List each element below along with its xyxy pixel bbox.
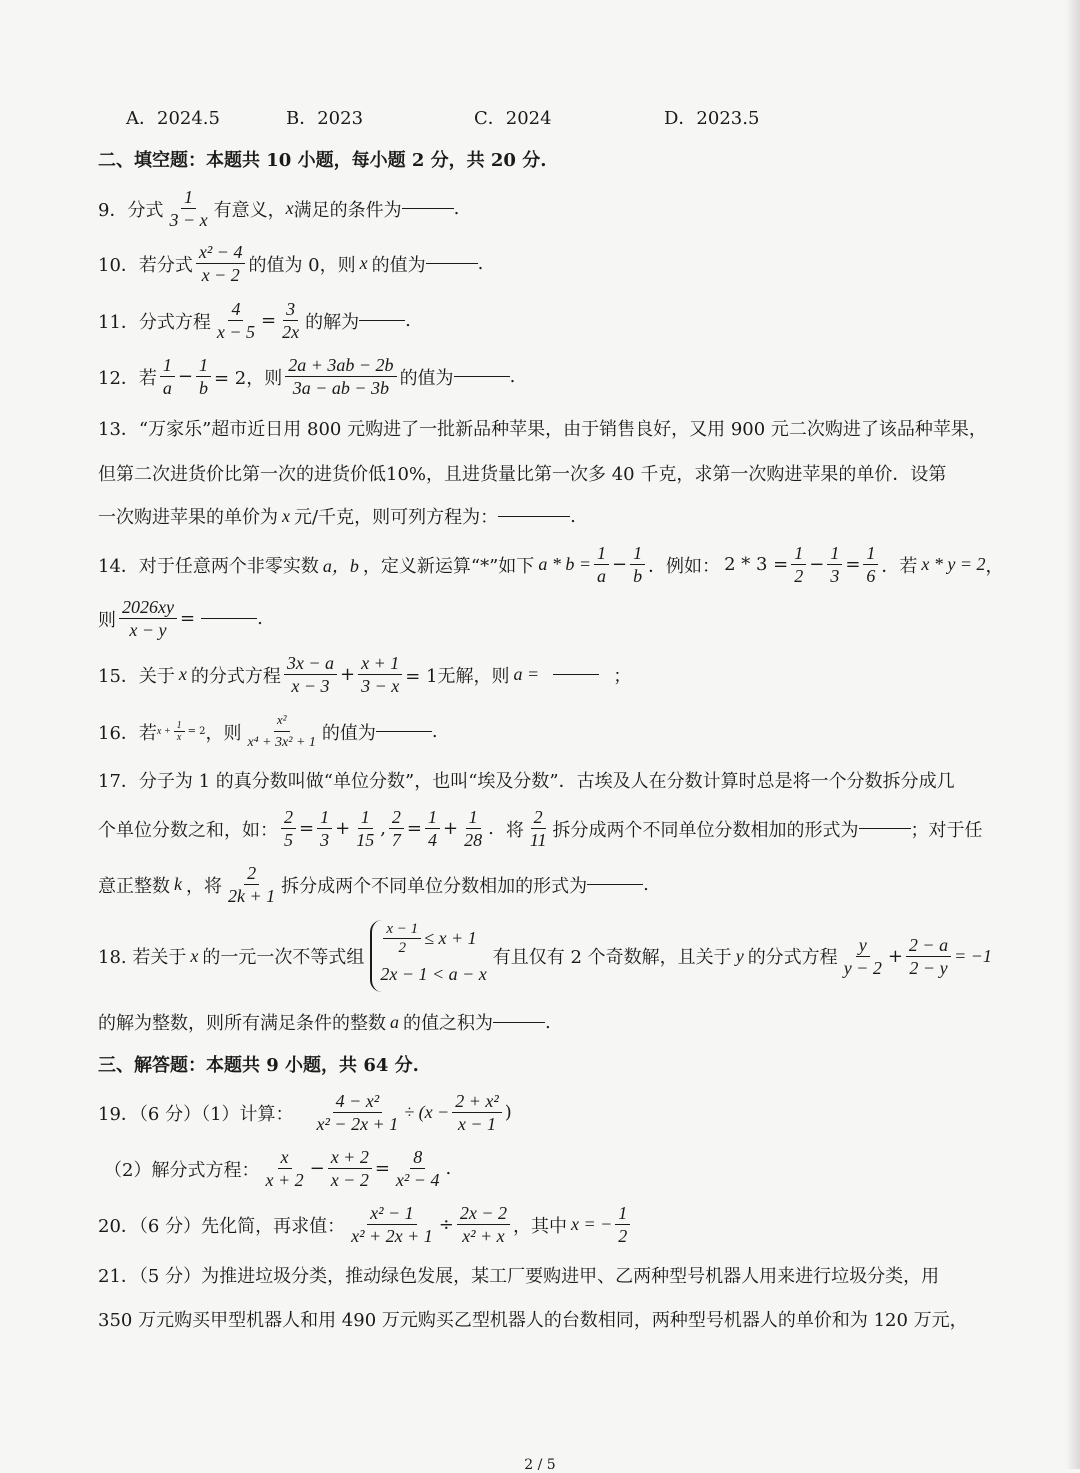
section-solve-heading: 三、解答题：本题共 9 小题，共 64 分. xyxy=(98,1055,419,1076)
q19-f2-den: x − 1 xyxy=(457,1114,497,1134)
q15-frac1 xyxy=(284,652,337,697)
q10-answer-blank[interactable] xyxy=(426,263,478,264)
q19-minus: − xyxy=(309,1158,325,1179)
q19-close: ) xyxy=(504,1102,512,1123)
q19-g3-num: 8 xyxy=(410,1146,425,1169)
question-9 xyxy=(98,186,984,231)
q9-numerator: 1 xyxy=(181,186,196,209)
q14-f2-den: b xyxy=(633,566,643,586)
q17-plus1: + xyxy=(335,818,351,839)
q17-h-num: 2 xyxy=(244,862,259,885)
q14-e1-den: 2 xyxy=(794,566,804,586)
q14-minus: − xyxy=(611,554,628,575)
q17-frac-a xyxy=(281,806,296,851)
q12-f2-num: 1 xyxy=(196,354,211,377)
q16-denominator: x⁴ + 3x² + 1 xyxy=(247,735,316,750)
q17-comma: , xyxy=(380,818,386,839)
q9-fraction xyxy=(166,186,210,231)
q19-div: ÷ (x − xyxy=(404,1102,450,1122)
question-19-part2 xyxy=(104,1146,984,1191)
q14-ex-frac3 xyxy=(863,542,878,587)
q14-text2: ，定义新运算“*”如下 xyxy=(362,555,535,577)
q10-text2: 的值为 xyxy=(371,254,426,276)
q16-s-num: 1 xyxy=(174,720,185,732)
q9-text2: 满足的条件为 xyxy=(293,199,402,221)
q18-text2: 的一元一次不等式组 xyxy=(202,947,365,968)
q17-end: . xyxy=(643,874,649,895)
q17-text-e: 意正整数 xyxy=(98,875,170,897)
q9-label: 9．分式 xyxy=(98,199,164,221)
q11-frac1 xyxy=(214,298,258,343)
q19-part2-label: （2）解分式方程： xyxy=(104,1159,260,1181)
q15-text1: 的分式方程 xyxy=(190,665,281,687)
q20-frac2 xyxy=(457,1202,510,1247)
q18-y: y xyxy=(735,945,744,966)
q14-answer-blank[interactable] xyxy=(201,618,257,619)
q17-f-den: 28 xyxy=(464,830,483,850)
q17-text-d: ；对于任 xyxy=(910,819,983,841)
q15-end: ； xyxy=(613,665,632,687)
q19-f1-num: 4 − x² xyxy=(333,1090,383,1113)
q14-e3-den: 6 xyxy=(866,566,876,586)
q17-frac-c xyxy=(353,806,377,851)
q20-text1: ，其中 xyxy=(512,1215,567,1237)
q18-a: a xyxy=(390,1011,399,1032)
q20-frac1 xyxy=(348,1202,436,1247)
q18-text6: 的值之积为 xyxy=(403,1013,493,1034)
q18-ineq1 xyxy=(380,920,486,956)
q14-f1-den: a xyxy=(596,566,606,586)
q17-eq2: = xyxy=(406,818,423,839)
q17-answer-blank-1[interactable] xyxy=(859,828,911,829)
q17-k: k xyxy=(174,874,182,894)
q10-end: . xyxy=(477,253,484,274)
q9-text1: 有意义， xyxy=(213,199,286,221)
q19-g2-num: x + 2 xyxy=(328,1146,372,1169)
q18-text5: 的解为整数，则所有满足条件的整数 xyxy=(98,1013,386,1034)
q15-plus: + xyxy=(340,664,356,685)
q9-end: . xyxy=(453,198,460,219)
q17-b-den: 3 xyxy=(320,830,330,850)
q17-frac-f xyxy=(461,806,485,851)
q17-b-num: 1 xyxy=(317,806,332,829)
q19-g2 xyxy=(328,1146,372,1191)
q17-text-b: 将 xyxy=(505,819,524,841)
option-c: C．2024 xyxy=(474,108,552,129)
q16-numerator: x² xyxy=(274,709,290,732)
q20-f2-den: x² + x xyxy=(462,1226,505,1246)
q14-e3-num: 1 xyxy=(863,542,878,565)
q12-frac3 xyxy=(285,354,396,399)
q9-var: x xyxy=(285,198,294,218)
q17-g-den: 11 xyxy=(529,830,547,850)
q13-text-a: 一次购进苹果的单价为 xyxy=(98,507,278,528)
q17-dot: . xyxy=(488,818,494,839)
q17-text-a: 个单位分数之和，如： xyxy=(98,819,278,841)
q14-ab: a，b xyxy=(322,555,359,576)
q17-e-num: 1 xyxy=(425,806,440,829)
q20-f2-num: 2x − 2 xyxy=(457,1202,510,1225)
question-20 xyxy=(98,1202,984,1247)
q19-g1 xyxy=(262,1146,306,1191)
q15-a: a = xyxy=(513,664,540,684)
q16-text2: 的值为 xyxy=(321,722,376,744)
q15-var: x xyxy=(178,664,187,684)
question-21-line1: 21．（5 分）为推进垃圾分类，推动绿色发展，某工厂要购进甲、乙两种型号机器人用来进行垃圾分类，用 xyxy=(98,1266,940,1287)
q16-cond-a: x + xyxy=(156,726,171,737)
q14-text3: ．例如： xyxy=(648,555,721,577)
q18-f1-den: y − 2 xyxy=(843,957,882,978)
q17-c-num: 1 xyxy=(358,806,373,829)
q14-ex-eq: = xyxy=(845,554,861,575)
q17-c-den: 15 xyxy=(356,830,375,850)
q13-var: x xyxy=(282,505,290,526)
q14-frac3 xyxy=(119,596,177,641)
question-18-line2 xyxy=(98,1009,984,1035)
q18-text3: 有且仅有 2 个奇数解，且关于 xyxy=(492,947,732,968)
q17-frac-b xyxy=(317,806,332,851)
q12-answer-blank[interactable] xyxy=(454,376,510,377)
q12-f1-den: a xyxy=(162,378,172,398)
q11-answer-blank[interactable] xyxy=(359,320,405,321)
q14-example: 2 * 3 = xyxy=(724,554,789,575)
q13-end: . xyxy=(570,505,576,527)
q17-answer-blank-2[interactable] xyxy=(587,884,643,885)
question-17-line3 xyxy=(98,862,984,907)
q14-end: . xyxy=(257,608,263,629)
q18-f1-num: y xyxy=(856,934,870,957)
q17-f-num: 1 xyxy=(466,806,481,829)
q15-answer-blank[interactable] xyxy=(553,674,599,675)
q14-frac1 xyxy=(594,542,609,587)
q11-eq: = xyxy=(261,310,277,331)
q16-end: . xyxy=(431,721,438,742)
option-a: A．2024.5 xyxy=(126,108,220,129)
q12-minus: − xyxy=(177,366,193,387)
q20-x-value: x = − xyxy=(570,1214,613,1234)
q20-value-frac xyxy=(615,1202,630,1247)
q18-text1: 18. 若关于 xyxy=(98,947,187,968)
q18-frac1 xyxy=(841,934,885,979)
question-13-line1: 13．“万家乐”超市近日用 800 元购进了一批新品种苹果，由于销售良好，又用 900 元二次购进了该品种苹果， xyxy=(98,419,987,440)
q19-eq: = xyxy=(374,1158,390,1179)
q12-frac2 xyxy=(196,354,211,399)
question-11 xyxy=(98,298,984,343)
q14-definition: a * b = xyxy=(538,554,591,574)
q14-f2-num: 1 xyxy=(630,542,645,565)
q10-denominator: x − 2 xyxy=(201,265,240,285)
q11-text1: 的解为 xyxy=(305,311,360,333)
option-d: D．2023.5 xyxy=(664,108,760,129)
q15-f1-den: x − 3 xyxy=(291,676,330,696)
q17-a-den: 5 xyxy=(284,830,293,850)
question-19-part1 xyxy=(98,1090,984,1135)
q17-plus2: + xyxy=(443,818,459,839)
q16-fraction xyxy=(245,709,319,754)
question-17-line2 xyxy=(98,806,984,851)
q14-text1: 14．对于任意两个非零实数 xyxy=(98,555,319,577)
q10-label: 10．若分式 xyxy=(98,254,193,276)
section-fill-in-heading: 二、填空题：本题共 10 小题，每小题 2 分，共 20 分. xyxy=(98,150,547,171)
q16-label: 16．若 xyxy=(98,722,157,744)
q17-e-den: 4 xyxy=(428,830,438,850)
q19-label: 19．（6 分）（1）计算： xyxy=(98,1103,294,1125)
q11-f1-num: 4 xyxy=(228,298,243,321)
q19-g3 xyxy=(393,1146,443,1191)
question-13-line2: 但第二次进货价比第一次的进货价低10%，且进货量比第一次多 40 千克，求第一次购进苹果的单价．设第 xyxy=(98,464,947,485)
q12-f2-den: b xyxy=(199,378,208,398)
q15-f2-den: 3 − x xyxy=(361,676,400,696)
question-14-line2 xyxy=(98,596,984,641)
q16-cond-b: = 2 xyxy=(187,726,206,737)
q18-f2-num: 2 − a xyxy=(906,934,951,957)
option-b: B．2023 xyxy=(286,108,364,129)
q14-then: 则 xyxy=(98,609,116,631)
q17-a-num: 2 xyxy=(281,806,296,829)
q14-e1-num: 1 xyxy=(791,542,806,565)
q17-frac-h xyxy=(225,862,278,907)
q12-eq: = 2，则 xyxy=(214,367,283,389)
question-17-line1: 17．分子为 1 的真分数叫做“单位分数”，也叫“埃及分数”．古埃及人在分数计算时总是将一个分数拆分成几 xyxy=(98,771,955,792)
q17-d-den: 7 xyxy=(391,830,401,850)
question-12 xyxy=(98,354,984,399)
q10-text1: 的值为 0，则 xyxy=(248,254,356,276)
q19-g1-den: x + 2 xyxy=(265,1170,304,1190)
q20-v-den: 2 xyxy=(618,1226,628,1246)
q16-answer-blank[interactable] xyxy=(376,731,432,732)
q19-end: . xyxy=(445,1158,452,1179)
q12-text1: 的值为 xyxy=(399,367,454,389)
q14-ex-frac2 xyxy=(827,542,842,587)
q11-f2-num: 3 xyxy=(283,298,298,321)
q12-f1-num: 1 xyxy=(160,354,175,377)
q11-frac2 xyxy=(279,298,302,343)
q18-end: . xyxy=(545,1011,551,1033)
q14-e2-num: 1 xyxy=(827,542,842,565)
q18-rhs: = −1 xyxy=(954,945,992,966)
q18-inequality-system xyxy=(370,920,486,992)
page-number: 2 / 5 xyxy=(524,1457,556,1473)
q10-fraction xyxy=(196,241,246,286)
q15-label: 15．关于 xyxy=(98,665,175,687)
q15-f2-num: x + 1 xyxy=(358,652,402,675)
q19-g1-num: x xyxy=(278,1146,292,1169)
q14-f3-den: x − y xyxy=(129,620,167,640)
q18-frac2 xyxy=(906,934,951,979)
q16-s-den: x xyxy=(176,732,182,743)
q19-f2-num: 2 + x² xyxy=(452,1090,502,1113)
q16-small-frac xyxy=(174,720,185,743)
q9-answer-blank[interactable] xyxy=(402,208,454,209)
question-15 xyxy=(98,652,984,697)
q15-f1-num: 3x − a xyxy=(284,652,337,675)
q17-g-num: 2 xyxy=(531,806,546,829)
q12-f3-den: 3a − ab − 3b xyxy=(292,378,390,398)
q15-text2: = 1无解，则 xyxy=(405,665,510,687)
q20-f1-den: x² + 2x + 1 xyxy=(351,1226,433,1246)
question-13-line3 xyxy=(98,503,984,529)
q19-g2-den: x − 2 xyxy=(330,1170,369,1190)
q10-numerator: x² − 4 xyxy=(196,241,246,264)
q19-frac2 xyxy=(452,1090,502,1135)
q18-ineq-frac xyxy=(383,920,421,957)
q14-condition: x * y = 2 xyxy=(921,554,986,574)
q11-end: . xyxy=(405,310,411,331)
q17-eq1: = xyxy=(299,818,315,839)
q18-s1-num: x − 1 xyxy=(383,920,421,939)
q17-h-den: 2k + 1 xyxy=(228,886,276,906)
q18-s1-right: ≤ x + 1 xyxy=(424,927,477,948)
q13-text-b: 元/千克，则可列方程为： xyxy=(294,507,499,528)
q15-frac2 xyxy=(358,652,402,697)
question-18-line1 xyxy=(98,920,992,992)
q14-frac2 xyxy=(630,542,645,587)
q11-f1-den: x − 5 xyxy=(216,322,256,342)
q18-text4: 的分式方程 xyxy=(747,947,838,968)
q14-comma: ， xyxy=(985,555,1004,577)
question-16 xyxy=(98,709,984,754)
question-14-line1 xyxy=(98,542,1004,587)
q14-text4: ．若 xyxy=(881,555,918,577)
question-21-line2: 350 万元购买甲型机器人和用 490 万元购买乙型机器人的台数相同，两种型号机器人的单价和为 120 万元， xyxy=(98,1310,968,1331)
q12-label: 12．若 xyxy=(98,367,157,389)
q14-eq2: = xyxy=(179,608,196,629)
q9-denominator: 3 − x xyxy=(169,210,208,230)
q20-f1-num: x² − 1 xyxy=(367,1202,417,1225)
q19-g3-den: x² − 4 xyxy=(395,1170,440,1190)
q14-f3-num: 2026xy xyxy=(119,596,177,619)
q12-f3-num: 2a + 3ab − 2b xyxy=(285,354,396,377)
q12-end: . xyxy=(509,366,516,387)
q18-var: x xyxy=(190,945,199,966)
q19-frac1 xyxy=(314,1090,402,1135)
q13-answer-blank[interactable] xyxy=(498,516,570,517)
q14-f1-num: 1 xyxy=(594,542,609,565)
q17-d-num: 2 xyxy=(389,806,404,829)
q12-frac1 xyxy=(160,354,175,399)
q14-ex-minus: − xyxy=(809,554,825,575)
q14-e2-den: 3 xyxy=(830,566,840,586)
q14-ex-frac1 xyxy=(791,542,806,587)
page-edge-shadow xyxy=(1066,0,1080,1469)
q17-frac-e xyxy=(425,806,440,851)
q20-div: ÷ xyxy=(438,1214,454,1235)
q11-f2-den: 2x xyxy=(282,322,300,342)
q18-s1-den: 2 xyxy=(398,939,406,956)
q18-plus: + xyxy=(887,945,903,967)
q17-text-g: 拆分成两个不同单位分数相加的形式为 xyxy=(281,875,588,897)
q10-var: x xyxy=(359,253,368,273)
q20-v-num: 1 xyxy=(615,1202,630,1225)
q17-frac-g xyxy=(527,806,550,851)
q17-text-f: ，将 xyxy=(186,875,222,897)
q18-f2-den: 2 − y xyxy=(909,957,948,978)
question-10 xyxy=(98,241,984,286)
q18-ineq2: 2x − 1 < a − x xyxy=(380,963,487,984)
q18-answer-blank[interactable] xyxy=(493,1022,545,1023)
q17-frac-d xyxy=(389,806,404,851)
q19-f1-den: x² − 2x + 1 xyxy=(316,1114,399,1134)
q20-label: 20．（6 分）先化简，再求值： xyxy=(98,1215,346,1237)
q16-text1: ，则 xyxy=(205,722,242,744)
q17-text-c: 拆分成两个不同单位分数相加的形式为 xyxy=(552,819,859,841)
q11-label: 11．分式方程 xyxy=(98,311,211,333)
